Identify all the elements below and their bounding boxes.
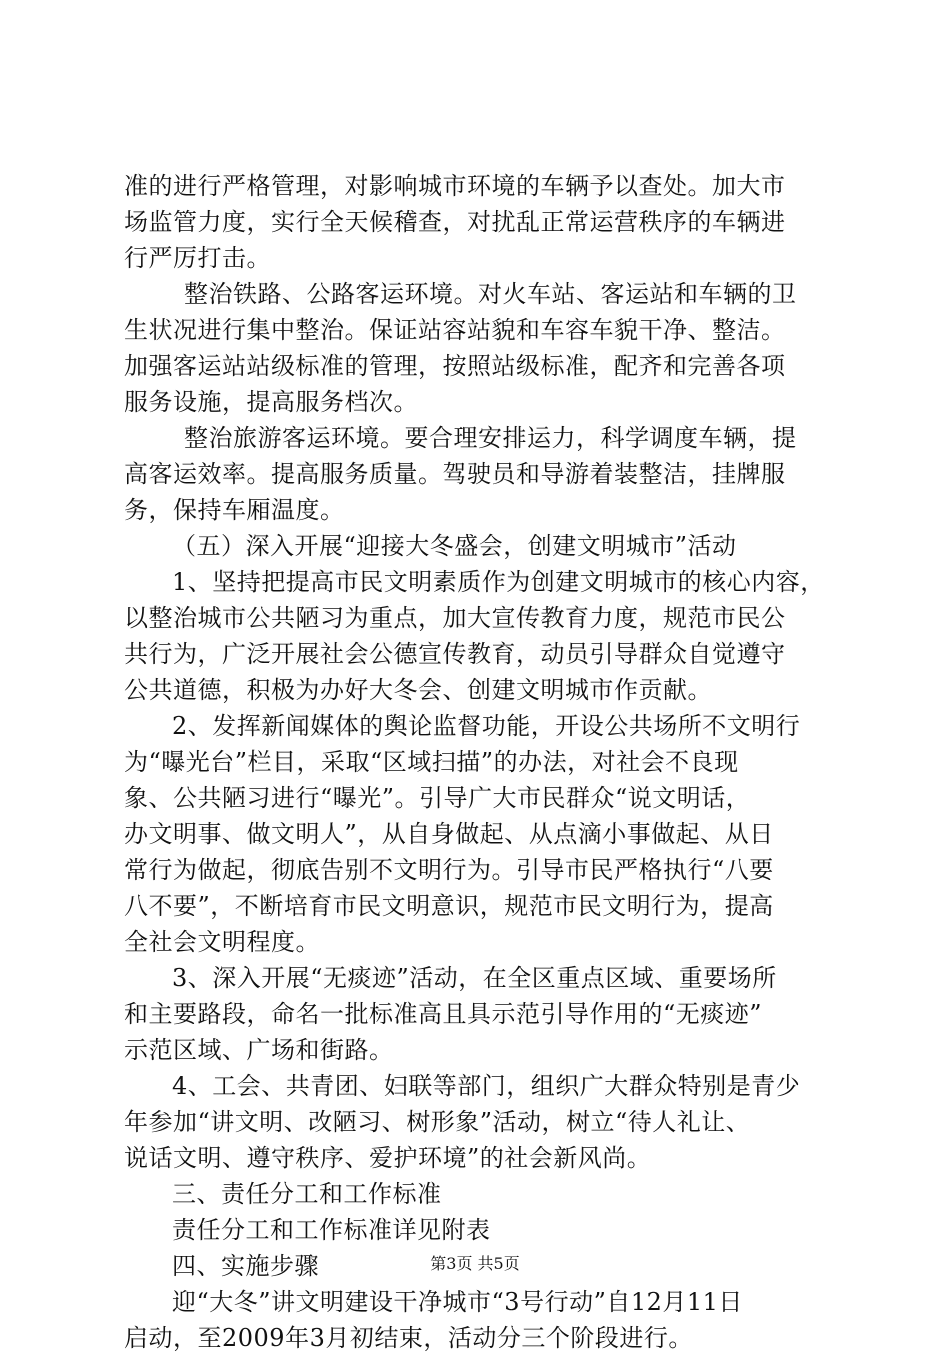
text-line: 全社会文明程度。 bbox=[124, 928, 320, 956]
paragraph-start-line: 整治旅游客运环境。要合理安排运力，科学调度车辆，提 bbox=[184, 424, 797, 452]
text-line: 以整治城市公共陋习为重点，加大宣传教育力度，规范市民公 bbox=[124, 604, 786, 632]
text-line: 公共道德，积极为办好大冬会、创建文明城市作贡献。 bbox=[124, 676, 712, 704]
paragraph-start-line: 责任分工和工作标准详见附表 bbox=[172, 1216, 491, 1244]
section-heading: （五）深入开展“迎接大冬盛会，创建文明城市”活动 bbox=[172, 532, 737, 560]
section-heading: 四、实施步骤 bbox=[172, 1252, 319, 1280]
text-line: 务，保持车厢温度。 bbox=[124, 496, 345, 524]
paragraph-start-line: 3、深入开展“无痰迹”活动，在全区重点区域、重要场所 bbox=[172, 964, 777, 992]
text-line: 年参加“讲文明、改陋习、树形象”活动，树立“待人礼让、 bbox=[124, 1108, 751, 1136]
paragraph-start-line: 2、发挥新闻媒体的舆论监督功能，开设公共场所不文明行 bbox=[172, 712, 801, 740]
text-line: 服务设施，提高服务档次。 bbox=[124, 388, 418, 416]
section-heading: 三、责任分工和工作标准 bbox=[172, 1180, 442, 1208]
text-line: 准的进行严格管理，对影响城市环境的车辆予以查处。加大市 bbox=[124, 172, 786, 200]
text-line: 办文明事、做文明人”，从自身做起、从点滴小事做起、从日 bbox=[124, 820, 774, 848]
text-line: 象、公共陋习进行“曝光”。引导广大市民群众“说文明话， bbox=[124, 784, 751, 812]
text-line: 共行为，广泛开展社会公德宣传教育，动员引导群众自觉遵守 bbox=[124, 640, 786, 668]
text-line: 行严厉打击。 bbox=[124, 244, 271, 272]
page-number-footer: 第3页 共5页 bbox=[430, 1254, 520, 1273]
text-line: 示范区域、广场和街路。 bbox=[124, 1036, 394, 1064]
text-line: 高客运效率。提高服务质量。驾驶员和导游着装整洁，挂牌服 bbox=[124, 460, 786, 488]
text-line: 生状况进行集中整治。保证站容站貌和车容车貌干净、整洁。 bbox=[124, 316, 786, 344]
text-line: 八不要”，不断培育市民文明意识，规范市民文明行为，提高 bbox=[124, 892, 774, 920]
text-line: 场监管力度，实行全天候稽查，对扰乱正常运营秩序的车辆进 bbox=[124, 208, 786, 236]
document-body bbox=[124, 168, 834, 1356]
paragraph-start-line: 1、坚持把提高市民文明素质作为创建文明城市的核心内容， bbox=[172, 568, 825, 596]
text-line: 常行为做起，彻底告别不文明行为。引导市民严格执行“八要 bbox=[124, 856, 774, 884]
text-line: 启动，至2009年3月初结束，活动分三个阶段进行。 bbox=[124, 1324, 693, 1352]
paragraph-start-line: 整治铁路、公路客运环境。对火车站、客运站和车辆的卫 bbox=[184, 280, 797, 308]
paragraph-start-line: 迎“大冬”讲文明建设干净城市“3号行动”自12月11日 bbox=[172, 1288, 743, 1316]
text-line: 说话文明、遵守秩序、爱护环境”的社会新风尚。 bbox=[124, 1144, 652, 1172]
paragraph-start-line: 4、工会、共青团、妇联等部门，组织广大群众特别是青少 bbox=[172, 1072, 801, 1100]
text-line: 加强客运站站级标准的管理，按照站级标准，配齐和完善各项 bbox=[124, 352, 786, 380]
text-line: 为“曝光台”栏目，采取“区域扫描”的办法，对社会不良现 bbox=[124, 748, 739, 776]
text-line: 和主要路段，命名一批标准高且具示范引导作用的“无痰迹” bbox=[124, 1000, 763, 1028]
